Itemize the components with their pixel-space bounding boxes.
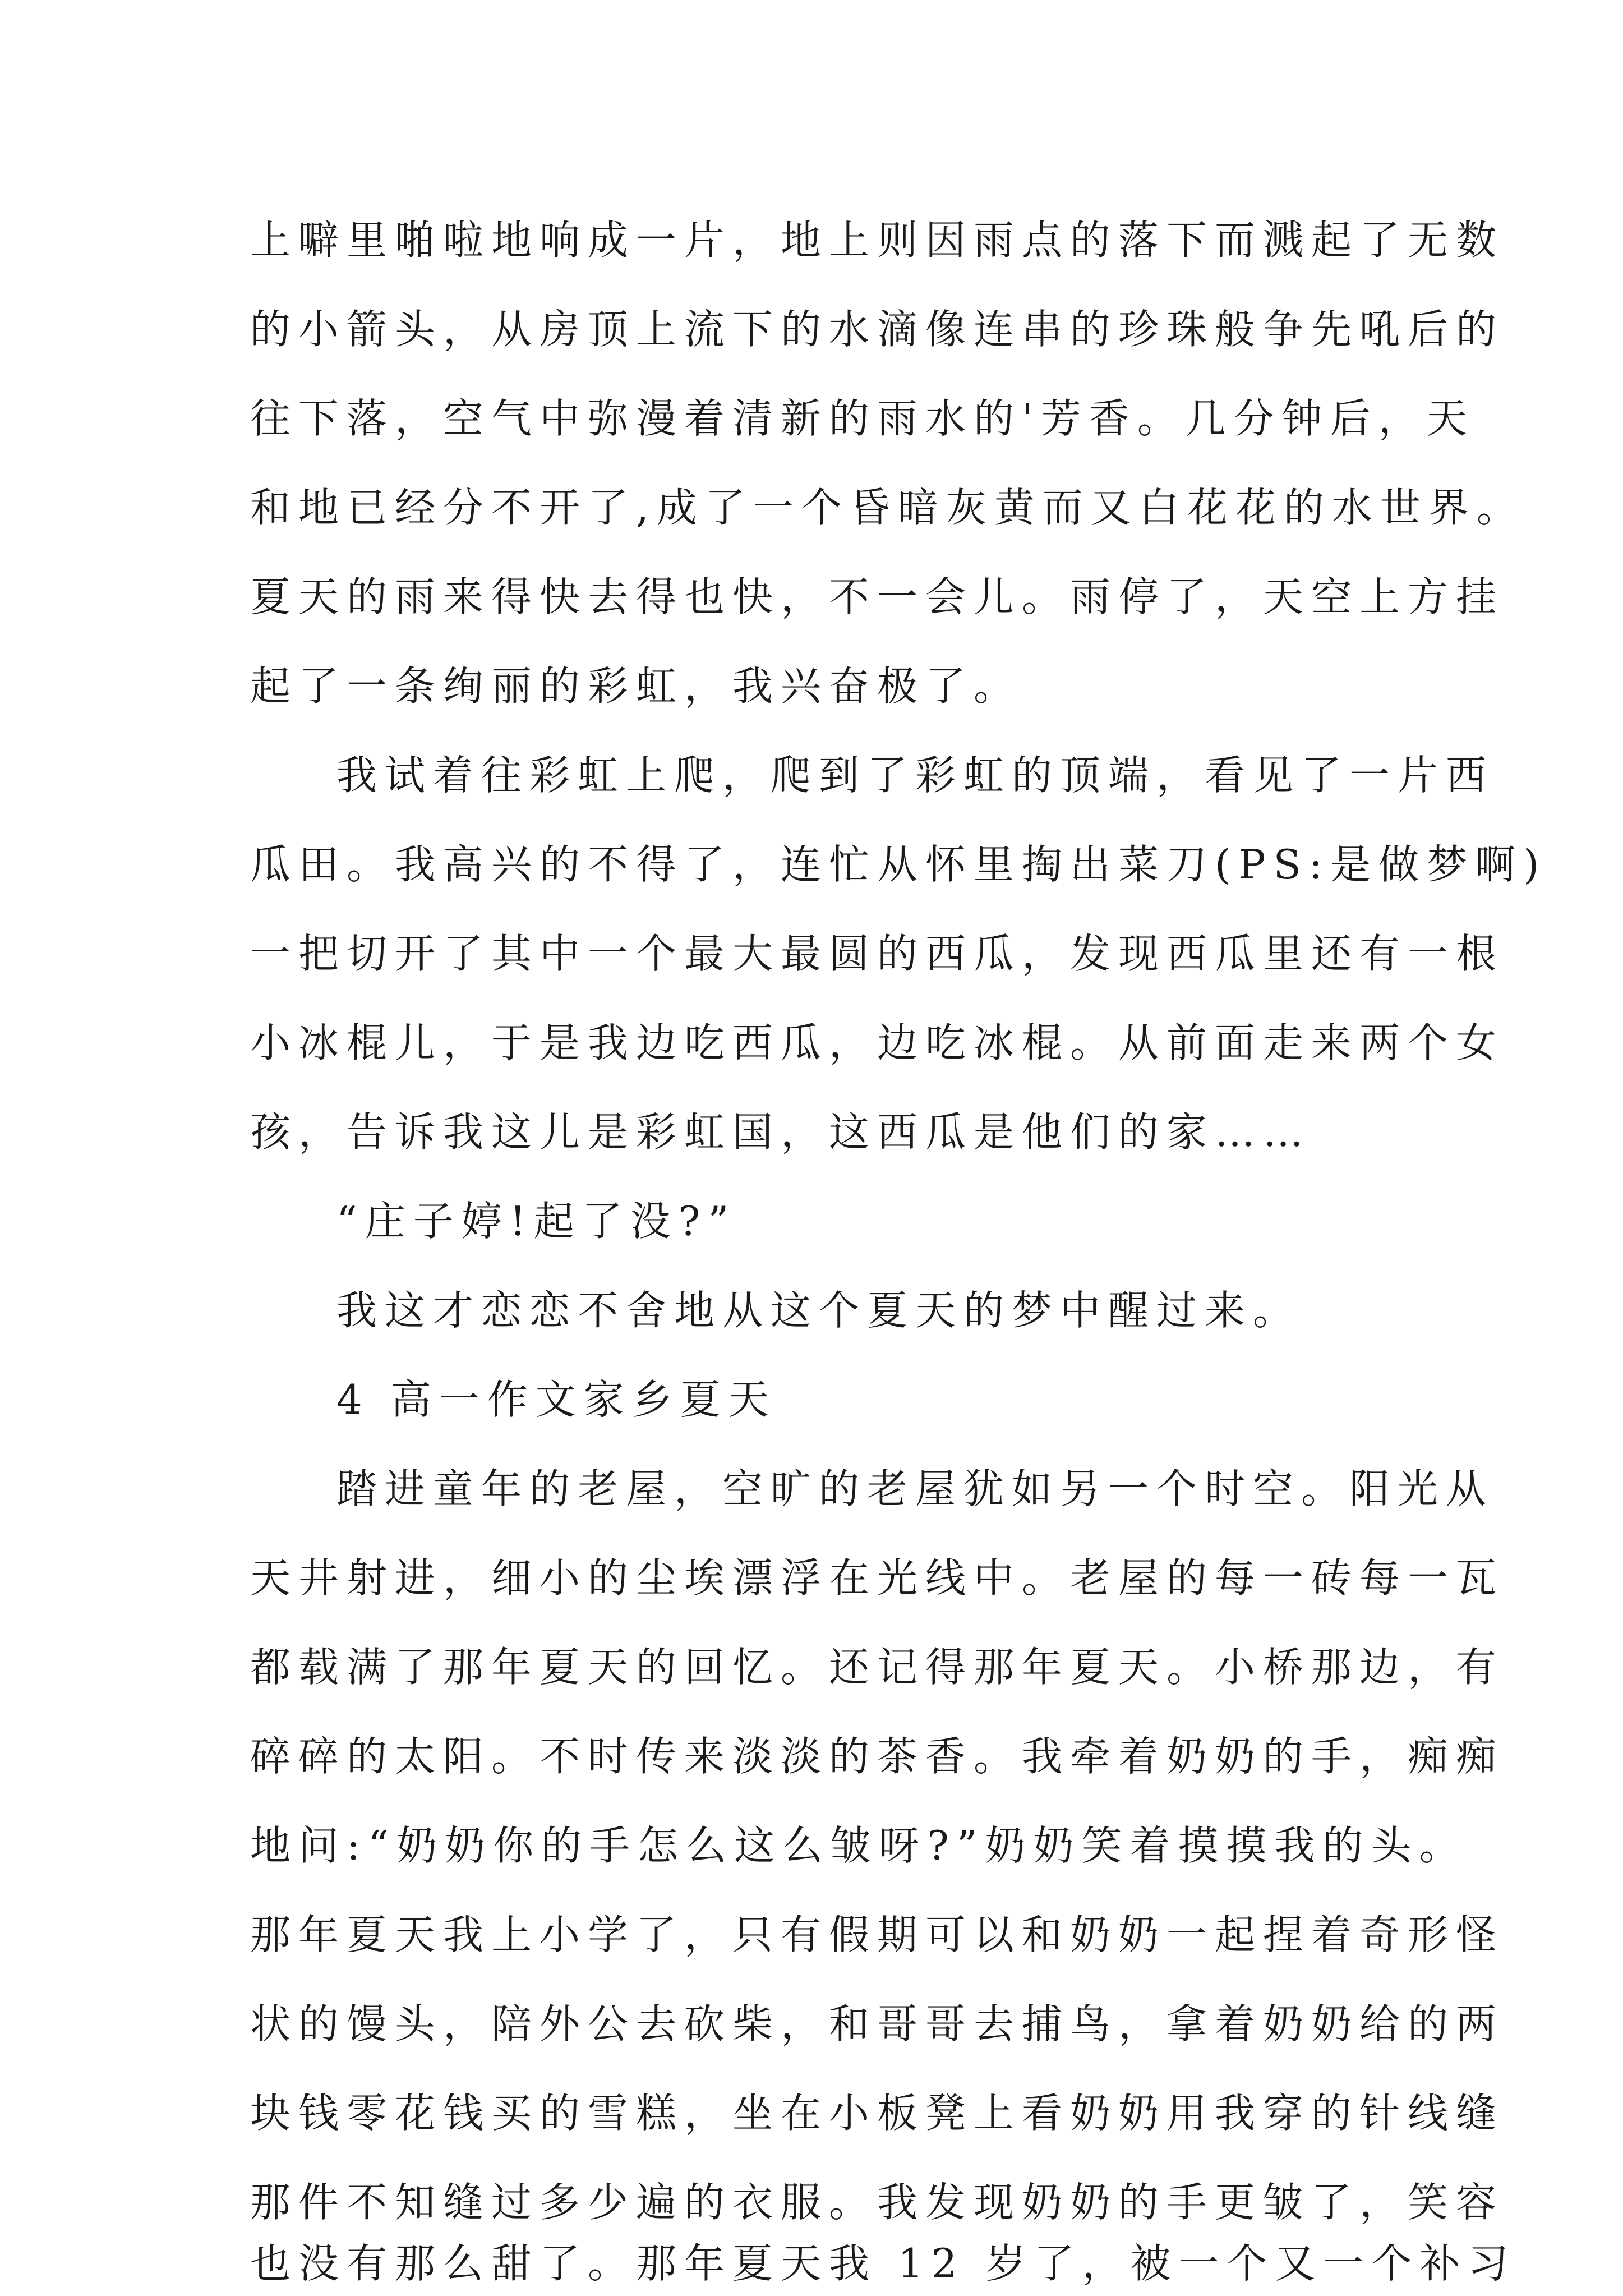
text-line: “庄子婷!起了没?” xyxy=(336,1198,737,1245)
text-line: 我这才恋恋不舍地从这个夏天的梦中醒过来。 xyxy=(336,1287,1302,1334)
text-line: 孩，告诉我这儿是彩虹国，这西瓜是他们的家…… xyxy=(250,1108,1312,1156)
text-line: 也没有那么甜了。那年夏天我 12 岁了，被一个又一个补习 xyxy=(250,2240,1516,2287)
text-line: 起了一条绚丽的彩虹，我兴奋极了。 xyxy=(250,662,1022,710)
text-line: 块钱零花钱买的雪糕，坐在小板凳上看奶奶用我穿的针线缝 xyxy=(250,2090,1505,2137)
text-line: 天井射进，细小的尘埃漂浮在光线中。老屋的每一砖每一瓦 xyxy=(250,1554,1505,1602)
text-line: 小冰棍儿，于是我边吃西瓜，边吃冰棍。从前面走来两个女 xyxy=(250,1019,1505,1066)
text-line: 地问:“奶奶你的手怎么这么皱呀?”奶奶笑着摸摸我的头。 xyxy=(250,1822,1468,1869)
text-line: 我试着往彩虹上爬，爬到了彩虹的顶端，看见了一片西 xyxy=(336,752,1495,799)
text-line: 状的馒头，陪外公去砍柴，和哥哥去捕鸟，拿着奶奶给的两 xyxy=(250,2000,1505,2047)
text-line: 和地已经分不开了,成了一个昏暗灰黄而又白花花的水世界。 xyxy=(250,484,1525,531)
text-line: 碎碎的太阳。不时传来淡淡的茶香。我牵着奶奶的手，痴痴 xyxy=(250,1733,1505,1780)
text-line: 往下落，空气中弥漫着清新的雨水的'芳香。几分钟后，天 xyxy=(250,395,1475,442)
text-line: 那年夏天我上小学了，只有假期可以和奶奶一起捏着奇形怪 xyxy=(250,1911,1505,1958)
text-line: 踏进童年的老屋，空旷的老屋犹如另一个时空。阳光从 xyxy=(336,1465,1495,1512)
text-line: 一把切开了其中一个最大最圆的西瓜，发现西瓜里还有一根 xyxy=(250,930,1505,977)
text-line: 都载满了那年夏天的回忆。还记得那年夏天。小桥那边，有 xyxy=(250,1644,1505,1691)
text-line: 那件不知缝过多少遍的衣服。我发现奶奶的手更皱了，笑容 xyxy=(250,2179,1505,2226)
text-line: 上噼里啪啦地响成一片，地上则因雨点的落下而溅起了无数 xyxy=(250,217,1505,264)
text-line: 瓜田。我高兴的不得了，连忙从怀里掏出菜刀(PS:是做梦啊) xyxy=(250,841,1547,888)
text-line: 的小箭头，从房顶上流下的水滴像连串的珍珠般争先吼后的 xyxy=(250,306,1505,353)
text-line: 夏天的雨来得快去得也快，不一会儿。雨停了，天空上方挂 xyxy=(250,573,1505,620)
section-heading: 4 高一作文家乡夏天 xyxy=(336,1376,777,1423)
